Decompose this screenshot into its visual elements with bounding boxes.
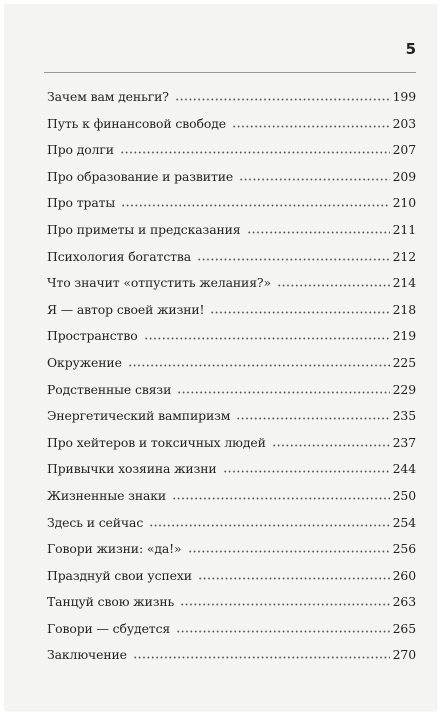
toc-entry-title: Зачем вам деньги? bbox=[47, 89, 169, 104]
toc-entry-page: 219 bbox=[392, 328, 416, 344]
dot-leader bbox=[180, 594, 389, 606]
toc-entry bbox=[47, 593, 416, 620]
toc-entry bbox=[47, 301, 416, 328]
dot-leader bbox=[277, 275, 390, 287]
dot-leader bbox=[149, 515, 389, 527]
toc-entry-title: Заключение bbox=[47, 647, 127, 663]
toc-entry bbox=[47, 274, 416, 301]
toc-entry-page: 260 bbox=[392, 567, 416, 583]
toc-entry bbox=[47, 194, 416, 221]
toc-entry bbox=[47, 88, 416, 115]
dot-leader bbox=[236, 408, 389, 420]
toc-entry-title: Путь к финансовой свободе bbox=[47, 115, 226, 131]
toc-entry-title: Говори — сбудется bbox=[47, 620, 171, 636]
dot-leader bbox=[197, 249, 390, 261]
toc-entry-page: 256 bbox=[392, 541, 416, 557]
toc-entry bbox=[47, 407, 416, 434]
toc-entry-page: 214 bbox=[392, 275, 416, 291]
dot-leader bbox=[128, 355, 390, 367]
toc-entry-title: Про образование и развитие bbox=[47, 168, 234, 184]
toc-entry-title: Пространство bbox=[47, 328, 138, 344]
dot-leader bbox=[223, 461, 390, 473]
toc-entry-title: Я — автор своей жизни! bbox=[47, 301, 205, 317]
toc-entry-page: 212 bbox=[392, 248, 416, 264]
toc-entry-title: Про приметы и предсказания bbox=[47, 221, 241, 237]
toc-entry bbox=[47, 514, 416, 541]
toc-entry-page: 244 bbox=[392, 461, 416, 477]
toc-entry bbox=[47, 115, 416, 142]
toc-entry-page: 250 bbox=[392, 487, 416, 503]
toc-entry-page: 199 bbox=[392, 89, 416, 104]
dot-leader bbox=[232, 116, 390, 128]
toc-entry bbox=[47, 381, 416, 408]
dot-leader bbox=[172, 488, 390, 500]
toc-entry-page: 218 bbox=[392, 301, 416, 317]
toc-entry-title: Что значит «отпустить желания?» bbox=[47, 275, 271, 291]
toc-entry-page: 210 bbox=[392, 195, 416, 211]
dot-leader bbox=[120, 142, 390, 154]
dot-leader bbox=[198, 568, 390, 580]
toc-entry bbox=[47, 354, 416, 381]
toc-entry-page: 263 bbox=[392, 594, 416, 610]
toc-entry-page: 225 bbox=[392, 354, 416, 370]
toc-entry-page: 237 bbox=[392, 434, 416, 450]
toc-entry-page: 203 bbox=[392, 115, 416, 131]
toc-entry bbox=[47, 168, 416, 195]
toc-entry-title: Родственные связи bbox=[47, 381, 172, 397]
toc-entry-page: 235 bbox=[392, 408, 416, 424]
dot-leader bbox=[210, 302, 389, 314]
toc-entry-page: 211 bbox=[392, 221, 416, 237]
table-of-contents bbox=[47, 88, 416, 673]
toc-entry bbox=[47, 221, 416, 248]
toc-entry-title: Здесь и сейчас bbox=[47, 514, 144, 530]
toc-entry-title: Жизненные знаки bbox=[47, 487, 167, 503]
page-number: 5 bbox=[405, 40, 416, 58]
dot-leader bbox=[133, 647, 390, 659]
header-rule bbox=[44, 72, 416, 73]
dot-leader bbox=[247, 222, 390, 234]
toc-entry-title: Танцуй свою жизнь bbox=[47, 594, 175, 610]
toc-entry bbox=[47, 540, 416, 567]
book-page bbox=[4, 4, 436, 710]
toc-entry bbox=[47, 248, 416, 275]
dot-leader bbox=[175, 89, 390, 101]
toc-entry-page: 265 bbox=[392, 620, 416, 636]
dot-leader bbox=[176, 621, 390, 633]
toc-entry-title: Про долги bbox=[47, 142, 114, 158]
toc-entry bbox=[47, 460, 416, 487]
toc-entry bbox=[47, 646, 416, 673]
toc-entry bbox=[47, 567, 416, 594]
toc-entry-title: Энергетический вампиризм bbox=[47, 408, 231, 424]
toc-entry-title: Говори жизни: «да!» bbox=[47, 541, 182, 557]
toc-entry-title: Психология богатства bbox=[47, 248, 192, 264]
toc-entry bbox=[47, 141, 416, 168]
toc-entry-page: 207 bbox=[392, 142, 416, 158]
toc-entry bbox=[47, 434, 416, 461]
toc-entry-page: 270 bbox=[392, 647, 416, 663]
dot-leader bbox=[121, 195, 390, 207]
toc-entry bbox=[47, 327, 416, 354]
dot-leader bbox=[144, 328, 390, 340]
dot-leader bbox=[272, 435, 390, 447]
toc-entry bbox=[47, 487, 416, 514]
toc-entry-title: Празднуй свои успехи bbox=[47, 567, 192, 583]
toc-entry-page: 254 bbox=[392, 514, 416, 530]
toc-entry-title: Про хейтеров и токсичных людей bbox=[47, 434, 266, 450]
toc-entry-page: 209 bbox=[392, 168, 416, 184]
toc-entry-page: 229 bbox=[392, 381, 416, 397]
toc-entry bbox=[47, 620, 416, 647]
toc-entry-title: Привычки хозяина жизни bbox=[47, 461, 217, 477]
dot-leader bbox=[239, 169, 390, 181]
dot-leader bbox=[188, 541, 390, 553]
toc-entry-title: Окружение bbox=[47, 354, 122, 370]
toc-entry-title: Про траты bbox=[47, 195, 116, 211]
dot-leader bbox=[177, 382, 389, 394]
